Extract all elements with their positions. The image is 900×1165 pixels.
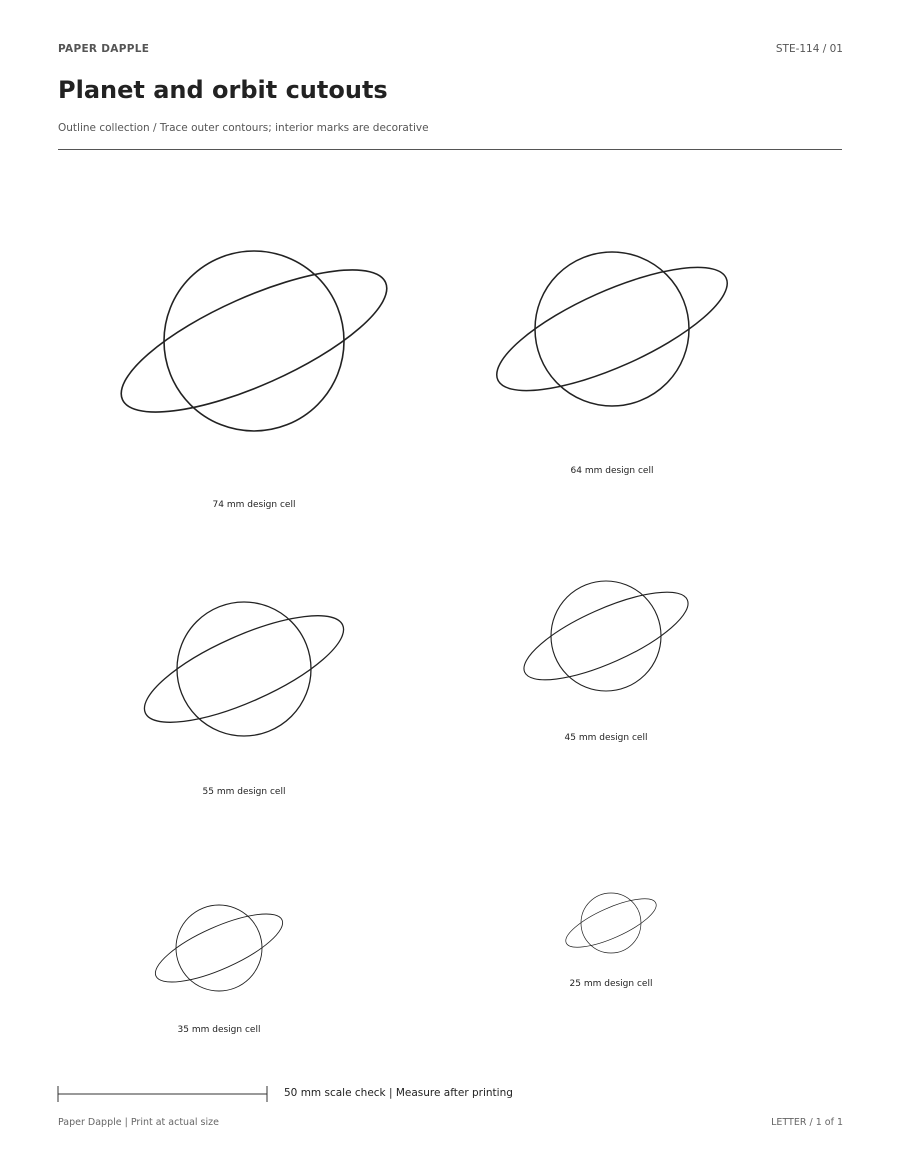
planet-body [176, 905, 262, 991]
planet-cutout-64mm [482, 243, 741, 414]
planet-ring [105, 242, 404, 440]
design-caption: 55 mm design cell [202, 787, 286, 797]
planet-body [535, 252, 689, 406]
page-subtitle: Outline collection / Trace outer contours; interior marks are decorative [58, 122, 429, 134]
planet-cutout-35mm [147, 901, 290, 995]
planet-body [581, 893, 641, 953]
planet-cutout-55mm [132, 595, 356, 743]
planet-ring [132, 595, 356, 743]
sheet-id: STE-114 / 01 [775, 43, 843, 55]
planet-ring [514, 575, 699, 697]
design-caption: 74 mm design cell [212, 500, 296, 510]
design-caption: 25 mm design cell [569, 979, 653, 989]
design-caption: 45 mm design cell [564, 733, 648, 743]
planet-body [551, 581, 661, 691]
planet-cutout-74mm [105, 242, 404, 440]
brand-label: PAPER DAPPLE [58, 43, 150, 55]
planet-body [164, 251, 344, 431]
design-caption: 64 mm design cell [570, 466, 654, 476]
footer-right: LETTER / 1 of 1 [771, 1117, 843, 1128]
design-caption: 35 mm design cell [177, 1025, 261, 1035]
page-title: Planet and orbit cutouts [58, 76, 388, 104]
planet-ring [482, 243, 741, 414]
planet-cutout-45mm [514, 575, 699, 697]
planet-ring [560, 889, 662, 956]
planet-cutout-25mm [560, 889, 662, 956]
scale-check-label: 50 mm scale check | Measure after printing [284, 1087, 513, 1099]
footer-left: Paper Dapple | Print at actual size [58, 1117, 219, 1128]
planet-ring [147, 901, 290, 995]
scale-bar [58, 1086, 267, 1102]
planet-body [177, 602, 311, 736]
